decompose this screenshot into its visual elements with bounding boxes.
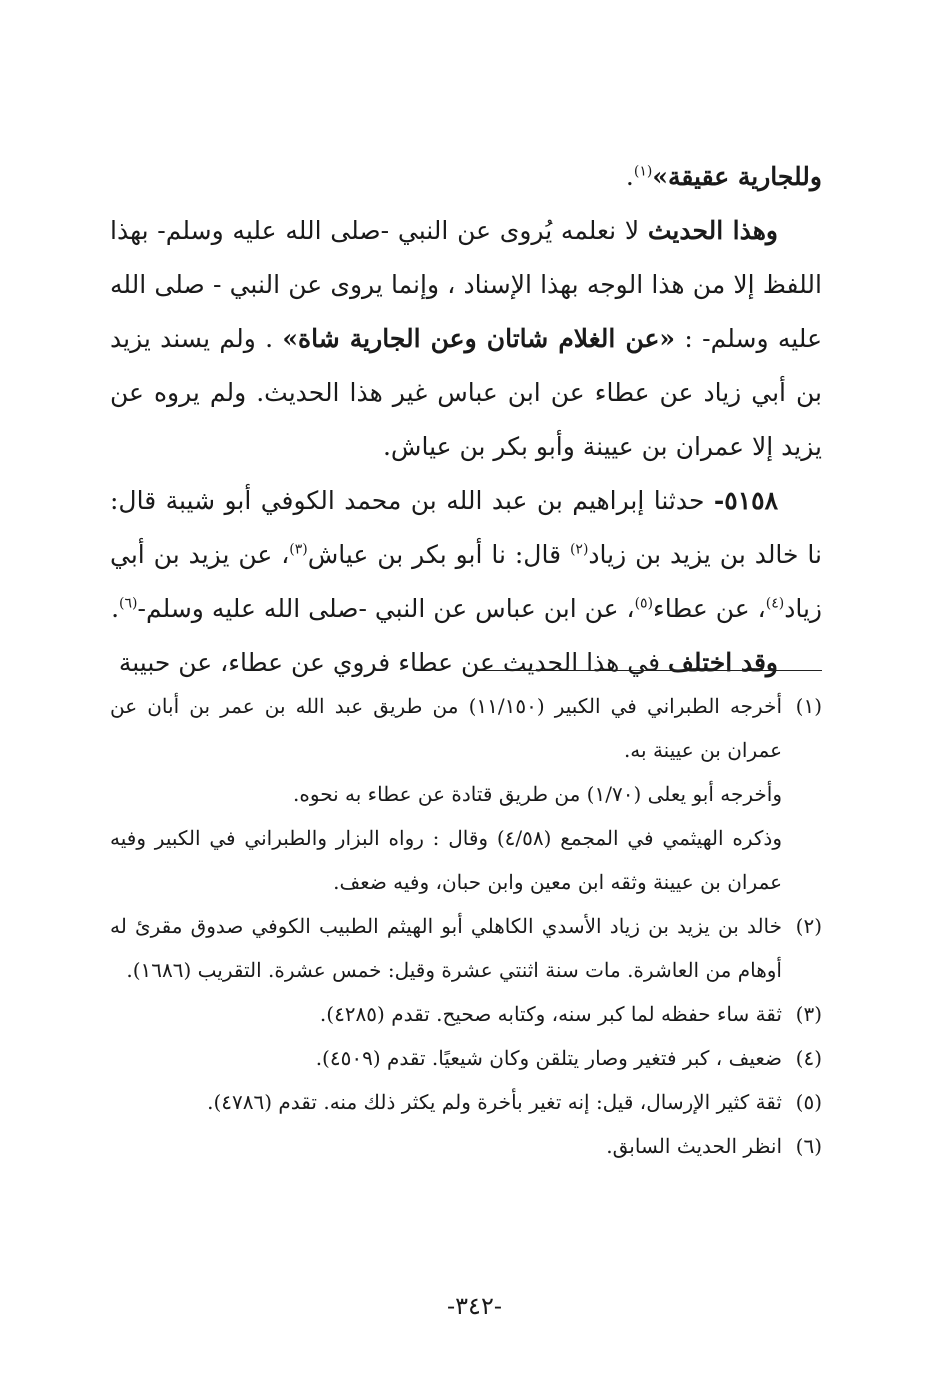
isnad-text-b: قال: نا أبو بكر بن عياش (307, 540, 570, 569)
footnote-ref-1[interactable]: (١) (633, 163, 653, 180)
main-text (110, 150, 822, 690)
isnad-text-a: حدثنا إبراهيم بن عبد الله بن محمد الكوفي أبو شيبة قال: نا خالد بن يزيد بن زياد (110, 486, 822, 569)
isnad-text-f: . (111, 594, 120, 623)
paragraph-2 (110, 204, 822, 474)
variation-text: في هذا الحديث عن عطاء فروي عن عطاء، عن حبيبة (118, 648, 669, 677)
footnote-number: (٦) (795, 1134, 822, 1158)
hadith-number: ٥١٥٨- (713, 486, 778, 515)
footnote-2 (110, 904, 822, 992)
footnote-ref-4[interactable]: (٤) (765, 595, 785, 612)
footnote-text: ثقة كثير الإرسال، قيل: إنه تغير بأخرة ولم يكثر ذلك منه. تقدم (٤٧٨٦). (207, 1090, 782, 1114)
footnote-divider (480, 670, 822, 671)
isnad-text-c: ، عن يزيد بن أبي زياد (110, 540, 822, 623)
footnote-1 (110, 684, 822, 772)
footnote-1-continuation-b: وذكره الهيثمي في المجمع (٤/٥٨) وقال : رواه البزار والطبراني في الكبير وفيه عمران بن عيينة وثقه ابن معين وابن حبان، وفيه ضعف. (110, 826, 782, 894)
footnote-number: (٤) (795, 1046, 822, 1070)
commentary-text-b: . ولم يسند يزيد بن أبي زياد عن عطاء عن ابن عباس غير هذا الحديث. ولم يروه عن يزيد إلا عمران بن عيينة وأبو بكر بن عياش. (110, 324, 822, 461)
hadith-quote: «عن الغلام شاتان وعن الجارية شاة» (282, 324, 676, 353)
isnad-text-e: ، عن ابن عباس عن النبي -صلى الله عليه وسلم- (137, 594, 635, 623)
page-number: -٣٤٢- (447, 1292, 502, 1320)
footnote-number: (٥) (795, 1090, 822, 1114)
footnote-ref-5[interactable]: (٥) (634, 595, 654, 612)
footnotes (110, 684, 822, 1168)
footnote-text: ثقة ساء حفظه لما كبر سنه، وكتابه صحيح. تقدم (٤٢٨٥). (319, 1002, 782, 1026)
footnote-5 (110, 1080, 822, 1124)
footnote-text: خالد بن يزيد بن زياد الأسدي الكاهلي أبو الهيثم الطبيب الكوفي صدوق مقرئ له أوهام من العاشرة. مات سنة اثنتي عشرة وقيل: خمس عشرة. التقريب (١٦٨٦). (110, 914, 782, 982)
footnote-6 (110, 1124, 822, 1168)
commentary-text-a: لا نعلمه يُروى عن النبي -صلى الله عليه وسلم- بهذا اللفظ إلا من هذا الوجه بهذا الإسناد ، وإنما يروى عن النبي - صلى الله عليه وسلم- : (110, 216, 822, 353)
footnote-3 (110, 992, 822, 1036)
paragraph-1 (110, 150, 822, 204)
isnad-text-d: ، عن عطاء (653, 594, 766, 623)
footnote-ref-2[interactable]: (٢) (569, 541, 589, 558)
footnote-number: (٣) (795, 1002, 822, 1026)
footnote-number: (١) (795, 694, 822, 718)
footnote-ref-6[interactable]: (٦) (119, 595, 138, 612)
period: . (625, 162, 634, 191)
footnote-text: انظر الحديث السابق. (606, 1134, 782, 1158)
hadith-ending: وللجارية عقيقة» (652, 162, 822, 191)
footnote-text: أخرجه الطبراني في الكبير (١١/١٥٠) من طريق عبد الله بن عمر بن أبان عن عمران بن عيينة به. (110, 694, 782, 762)
variation-lead: وقد اختلف (668, 648, 778, 677)
footnote-ref-3[interactable]: (٣) (289, 541, 308, 558)
commentary-lead: وهذا الحديث (647, 216, 779, 245)
footnote-number: (٢) (795, 914, 822, 938)
paragraph-3 (110, 474, 822, 636)
footnote-4 (110, 1036, 822, 1080)
footnote-text: ضعيف ، كبر فتغير وصار يتلقن وكان شيعيًا. تقدم (٤٥٠٩). (315, 1046, 782, 1070)
footnote-1-continuation-a: وأخرجه أبو يعلى (١/٧٠) من طريق قتادة عن عطاء به نحوه. (293, 782, 782, 806)
paragraph-4 (110, 636, 822, 690)
